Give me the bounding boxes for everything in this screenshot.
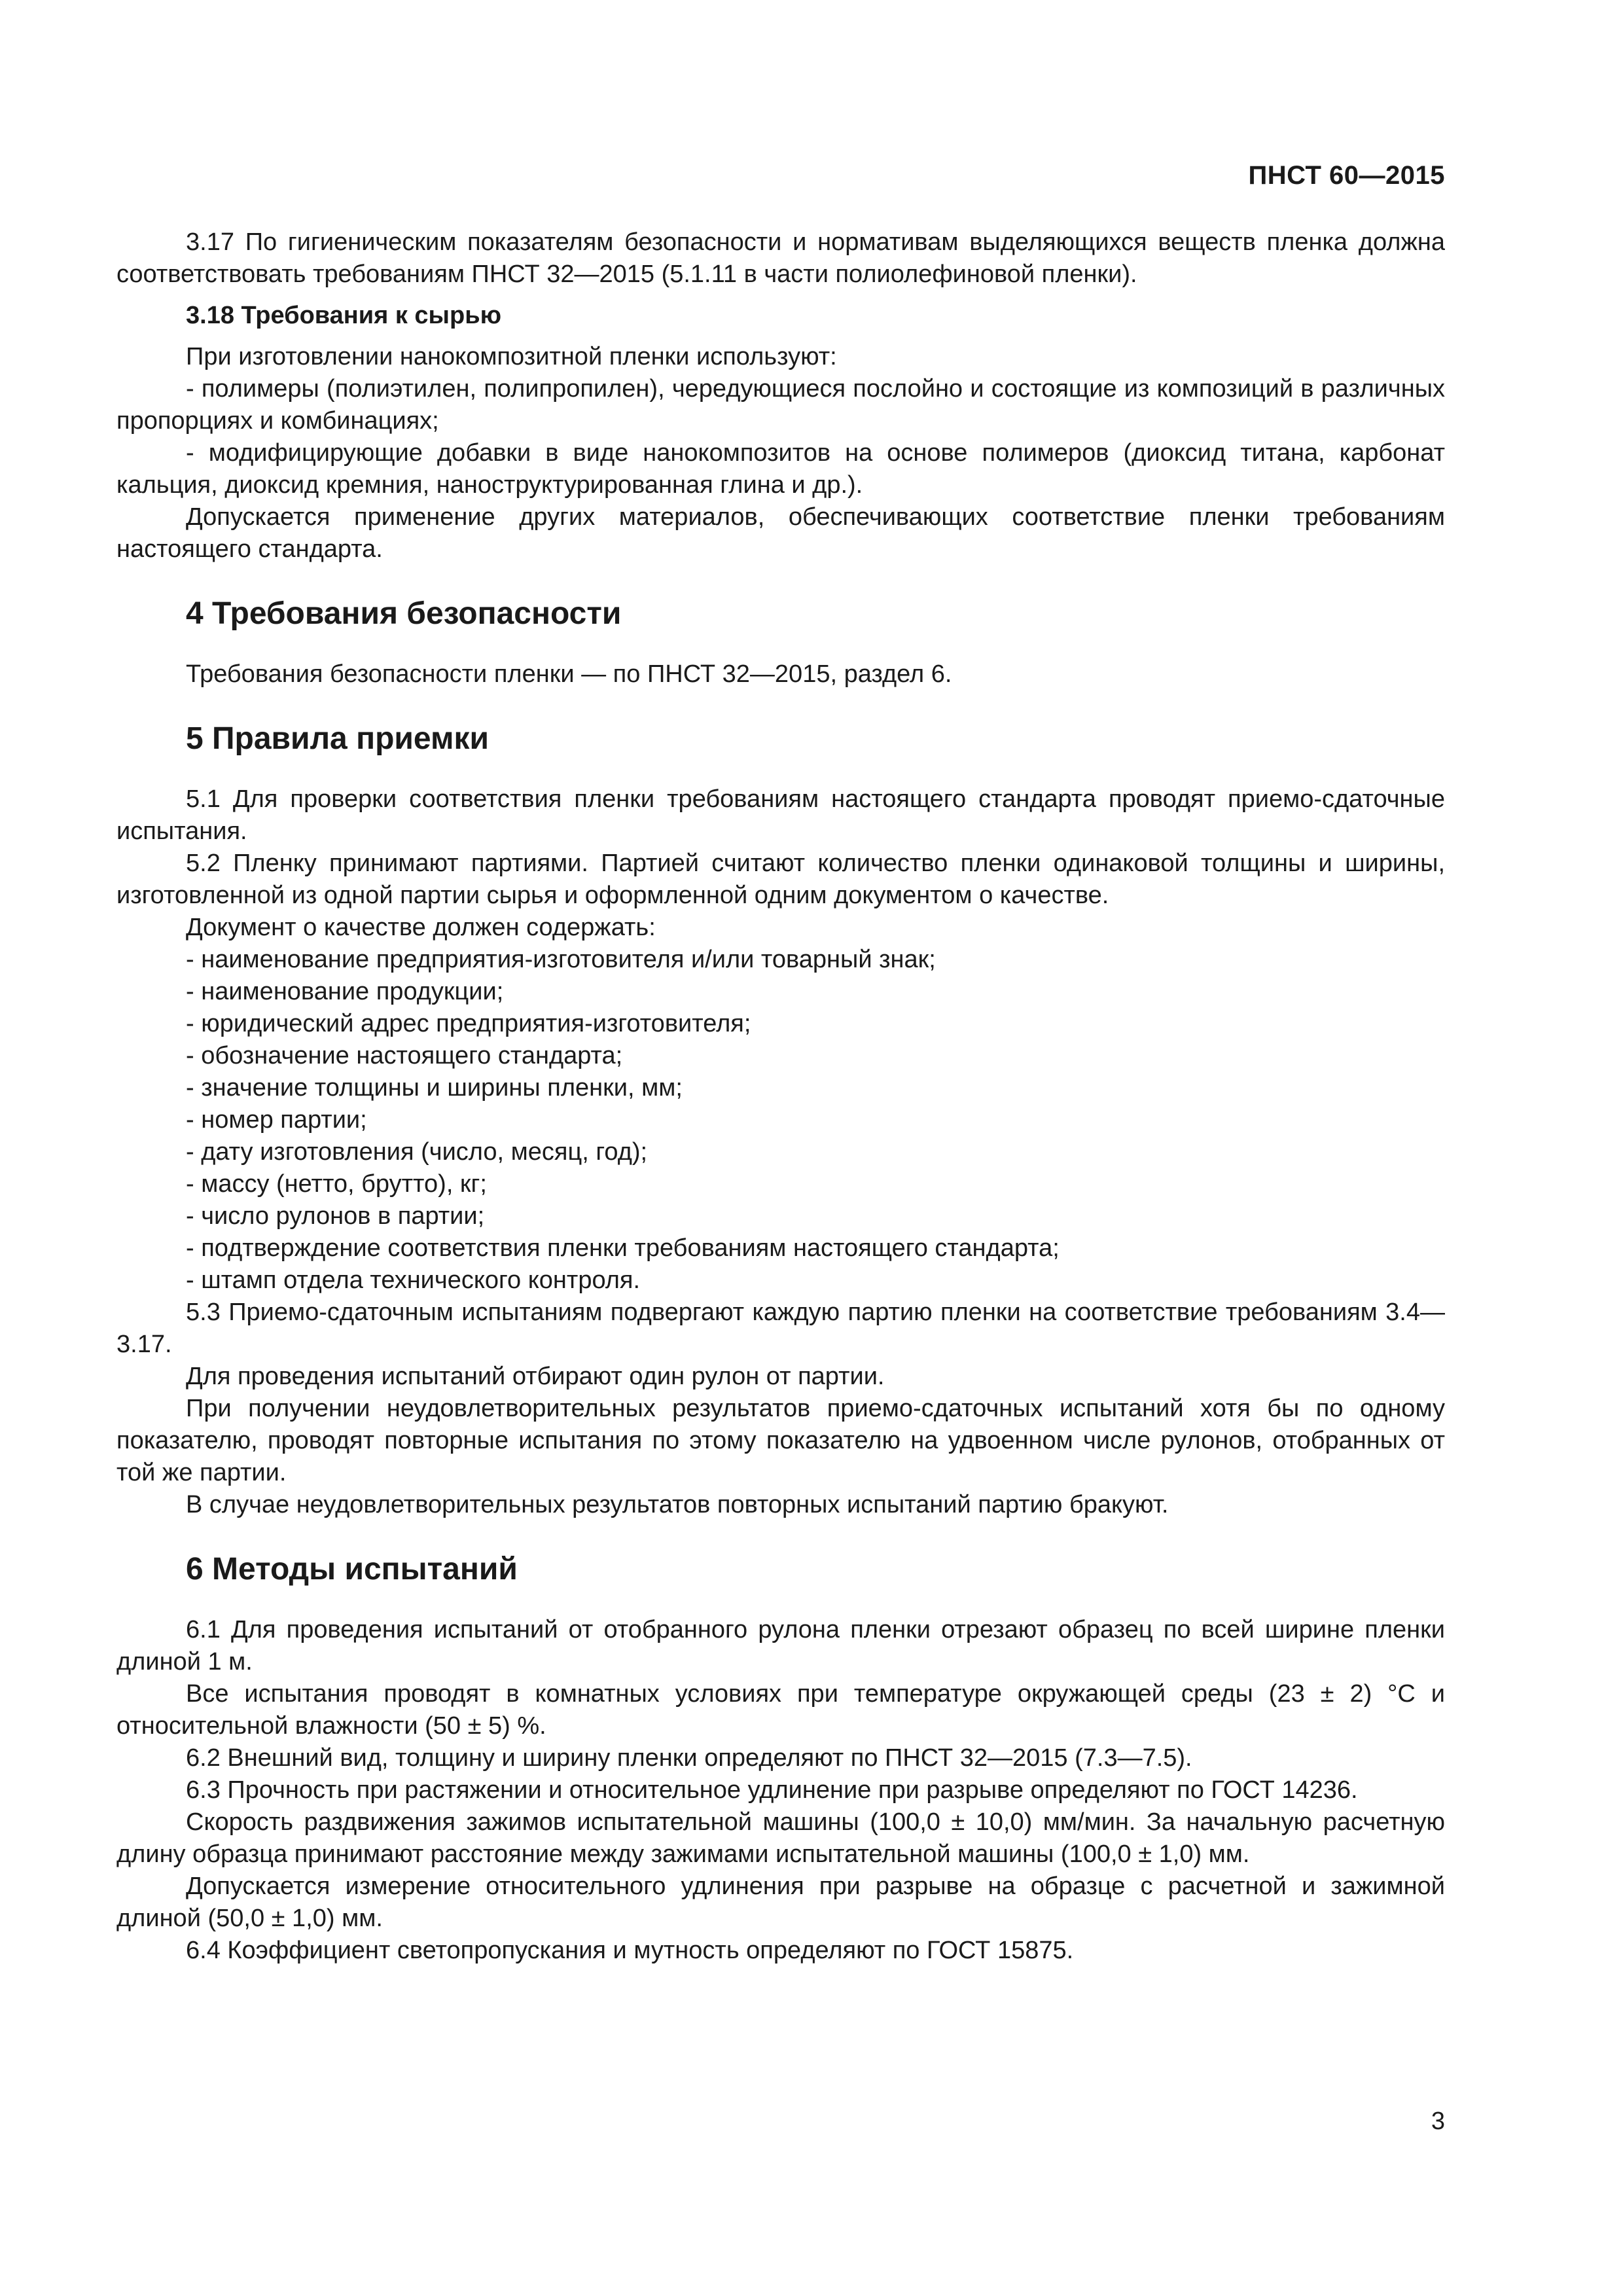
paragraph-3-18-item-a: - полимеры (полиэтилен, полипропилен), чередующиеся послойно и состоящие из композиций в различных пропорциях и комбинациях;: [116, 375, 1445, 435]
paragraph-3-18-note: Допускается применение других материалов, обеспечивающих соответствие пленки требованиям настоящего стандарта.: [116, 503, 1445, 563]
paragraph-6-3-a: Скорость раздвижения зажимов испытательной машины (100,0 ± 10,0) мм/мин. За начальную расчетную длину образца принимают расстояние между зажимами испытательной машины (100,0 ± 1,0) мм.: [116, 1808, 1445, 1868]
paragraph-5-1: 5.1 Для проверки соответствия пленки требованиям настоящего стандарта проводят приемо-сдаточные испытания.: [116, 785, 1445, 845]
section-6-heading: 6 Методы испытаний: [186, 1552, 518, 1587]
paragraph-6-4: 6.4 Коэффициент светопропускания и мутность определяют по ГОСТ 15875.: [186, 1937, 1074, 1964]
paragraph-6-2: 6.2 Внешний вид, толщину и ширину пленки определяют по ПНСТ 32—2015 (7.3—7.5).: [186, 1744, 1192, 1772]
paragraph-5-2-doc: Документ о качестве должен содержать:: [186, 914, 656, 941]
paragraph-3-18-intro: При изготовлении нанокомпозитной пленки используют:: [186, 343, 837, 370]
page-number: 3: [1431, 2108, 1445, 2135]
list-item: - подтверждение соответствия пленки требованиям настоящего стандарта;: [186, 1234, 1060, 1262]
list-item: - штамп отдела технического контроля.: [186, 1266, 641, 1294]
list-item: - массу (нетто, брутто), кг;: [186, 1170, 487, 1198]
paragraph-6-3-b: Допускается измерение относительного удлинения при разрыве на образце с расчетной и зажимной длиной (50,0 ± 1,0) мм.: [116, 1873, 1445, 1932]
document-code: ПНСТ 60—2015: [1248, 161, 1445, 190]
list-item: - обозначение настоящего стандарта;: [186, 1042, 623, 1069]
paragraph-6-3: 6.3 Прочность при растяжении и относительное удлинение при разрыве определяют по ГОСТ 14236.: [186, 1776, 1358, 1804]
paragraph-5-3-c: В случае неудовлетворительных результатов повторных испытаний партию бракуют.: [186, 1491, 1169, 1518]
paragraph-6-1-a: Все испытания проводят в комнатных условиях при температуре окружающей среды (23 ± 2) °С и относительной влажности (50 ± 5) %.: [116, 1680, 1445, 1740]
list-item: - значение толщины и ширины пленки, мм;: [186, 1074, 683, 1102]
paragraph-3-17: 3.17 По гигиеническим показателям безопасности и нормативам выделяющихся веществ пленка должна соответствовать требованиям ПНСТ 32—2015 (5.1.11 в части полиолефиновой пленки).: [116, 228, 1445, 288]
document-body: [116, 226, 1445, 1967]
list-item: - юридический адрес предприятия-изготовителя;: [186, 1010, 751, 1037]
paragraph-6-1: 6.1 Для проведения испытаний от отобранного рулона пленки отрезают образец по всей ширине пленки длиной 1 м.: [116, 1616, 1445, 1676]
paragraph-5-3: 5.3 Приемо-сдаточным испытаниям подвергают каждую партию пленки на соответствие требованиям 3.4—3.17.: [116, 1299, 1445, 1358]
paragraph-5-3-a: Для проведения испытаний отбирают один рулон от партии.: [186, 1363, 885, 1390]
section-4-heading: 4 Требования безопасности: [186, 596, 622, 631]
paragraph-5-2: 5.2 Пленку принимают партиями. Партией считают количество пленки одинаковой толщины и ширины, изготовленной из одной партии сырья и оформленной одним документом о качестве.: [116, 850, 1445, 909]
paragraph-5-3-b: При получении неудовлетворительных результатов приемо-сдаточных испытаний хотя бы по одному показателю, проводят повторные испытания по этому показателю на удвоенном числе рулонов, отобранных от той же партии.: [116, 1395, 1445, 1486]
paragraph-3-18-item-b: - модифицирующие добавки в виде нанокомпозитов на основе полимеров (диоксид титана, карбонат кальция, диоксид кремния, наноструктурированная глина и др.).: [116, 439, 1445, 499]
list-item: - число рулонов в партии;: [186, 1202, 485, 1230]
list-item: - наименование предприятия-изготовителя и/или товарный знак;: [186, 946, 936, 973]
list-item: - номер партии;: [186, 1106, 367, 1134]
subheading-3-18: 3.18 Требования к сырью: [186, 302, 502, 329]
list-item: - наименование продукции;: [186, 978, 504, 1005]
section-5-heading: 5 Правила приемки: [186, 721, 490, 756]
list-item: - дату изготовления (число, месяц, год);: [186, 1138, 648, 1166]
paragraph-4: Требования безопасности пленки — по ПНСТ 32—2015, раздел 6.: [186, 660, 952, 688]
